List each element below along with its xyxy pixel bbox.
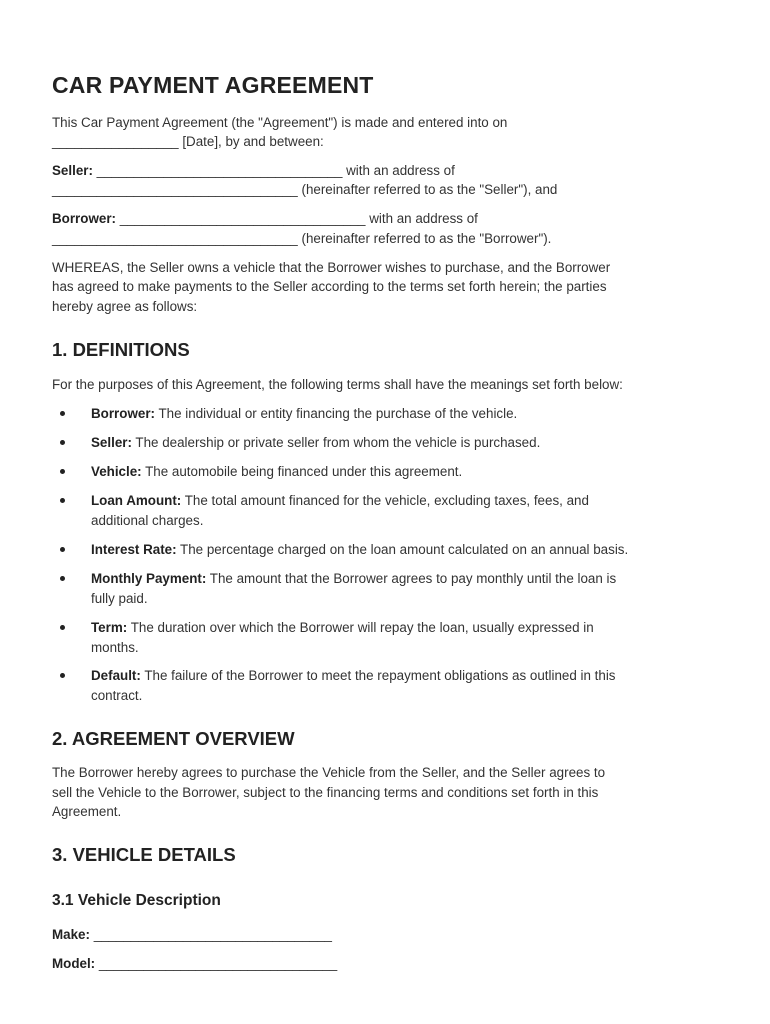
definitions-intro: For the purposes of this Agreement, the following terms shall have the meanings set forth below:: [52, 377, 623, 392]
model-blank: ________________________________: [95, 956, 338, 971]
section-1-heading: 1. DEFINITIONS: [52, 339, 190, 360]
document-title: CAR PAYMENT AGREEMENT: [52, 72, 374, 98]
seller-line-1: [52, 161, 455, 181]
definition-text: The failure of the Borrower to meet the repayment obligations as outlined in this: [140, 668, 616, 683]
intro-line-2: _________________ [Date], by and between:: [52, 134, 324, 149]
definition-text: The percentage charged on the loan amount calculated on an annual basis.: [176, 542, 629, 557]
intro-line-1: This Car Payment Agreement (the "Agreement") is made and entered into on: [52, 115, 508, 130]
overview-line-2: sell the Vehicle to the Borrower, subject to the financing terms and conditions set forth in this: [52, 785, 599, 800]
seller-line-2: _________________________________ (hereinafter referred to as the "Seller"), and: [52, 182, 558, 197]
definition-text-continued: additional charges.: [91, 512, 204, 528]
make-field: [52, 925, 332, 945]
bullet-icon: [60, 576, 65, 581]
borrower-line-2: _________________________________ (hereinafter referred to as the "Borrower").: [52, 231, 552, 246]
borrower-name-blank: _________________________________ with an address of: [116, 211, 478, 226]
definition-term: Borrower:: [91, 406, 155, 421]
seller-label: Seller:: [52, 163, 93, 178]
bullet-icon: [60, 625, 65, 630]
definition-text: The individual or entity financing the purchase of the vehicle.: [155, 406, 518, 421]
section-2-heading: 2. AGREEMENT OVERVIEW: [52, 728, 295, 749]
definition-text: The total amount financed for the vehicle, excluding taxes, fees, and: [181, 493, 589, 508]
bullet-icon: [60, 673, 65, 678]
definition-text: The dealership or private seller from whom the vehicle is purchased.: [131, 435, 541, 450]
whereas-line-3: hereby agree as follows:: [52, 299, 198, 314]
seller-name-blank: _________________________________ with an address of: [92, 163, 455, 178]
bullet-icon: [60, 440, 65, 445]
whereas-line-2: has agreed to make payments to the Seller according to the terms set forth herein; the parties: [52, 279, 607, 294]
bullet-icon: [60, 547, 65, 552]
model-field: [52, 954, 337, 974]
section-3-heading: 3. VEHICLE DETAILS: [52, 844, 236, 865]
make-label: Make:: [52, 927, 90, 942]
definition-text-continued: fully paid.: [91, 590, 148, 606]
model-label: Model:: [52, 956, 96, 971]
definition-term: Monthly Payment:: [91, 571, 207, 586]
make-blank: ________________________________: [89, 927, 333, 942]
whereas-line-1: WHEREAS, the Seller owns a vehicle that the Borrower wishes to purchase, and the Borrower: [52, 260, 611, 275]
bullet-icon: [60, 498, 65, 503]
definition-term: Interest Rate:: [91, 542, 177, 557]
borrower-line-1: [52, 209, 478, 229]
bullet-icon: [60, 411, 65, 416]
definition-term: Seller:: [91, 435, 132, 450]
definition-term: Loan Amount:: [91, 493, 182, 508]
overview-line-3: Agreement.: [52, 804, 122, 819]
borrower-label: Borrower:: [52, 211, 116, 226]
vehicle-description-heading: 3.1 Vehicle Description: [52, 892, 221, 909]
definition-text-continued: contract.: [91, 687, 143, 703]
overview-line-1: The Borrower hereby agrees to purchase the Vehicle from the Seller, and the Seller agrees to: [52, 765, 606, 780]
bullet-icon: [60, 469, 65, 474]
definition-text: The amount that the Borrower agrees to pay monthly until the loan is: [206, 571, 617, 586]
definition-text-continued: months.: [91, 639, 139, 655]
definition-text: The duration over which the Borrower will repay the loan, usually expressed in: [127, 620, 594, 635]
definition-term: Default:: [91, 668, 141, 683]
definition-term: Vehicle:: [91, 464, 142, 479]
definition-term: Term:: [91, 620, 128, 635]
definition-text: The automobile being financed under this agreement.: [141, 464, 463, 479]
